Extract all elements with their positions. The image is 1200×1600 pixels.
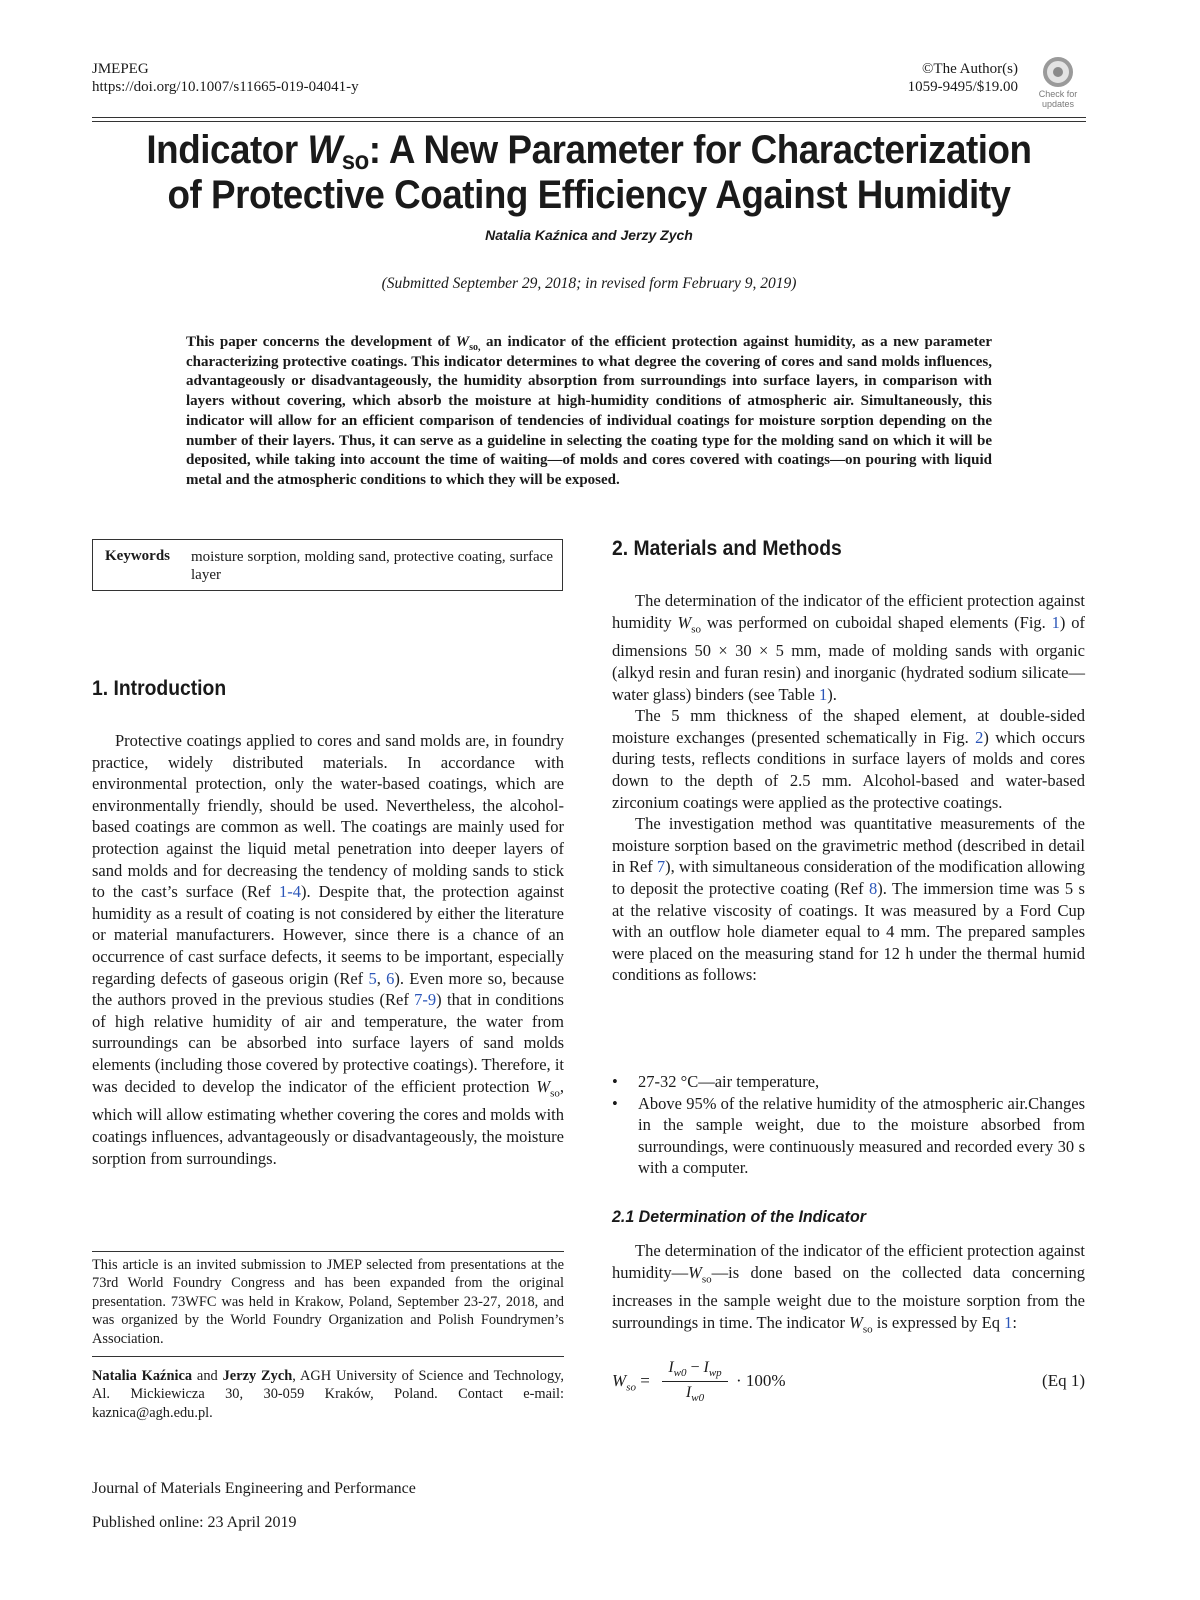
- indicator-text: The determination of the indicator of the efficient protection against $humidity—W_{so}—is$ done based on the collected data concerning increases in the sample weight due to the moisture sorption from the surroundings in time. The indicator $W_{so}$ is expressed by Eq 1:: [612, 1241, 1085, 1336]
- keywords-label: Keywords: [105, 548, 170, 564]
- publication-date: Published online: 23 April 2019: [92, 1514, 297, 1531]
- paper-title: Indicator $W_{so}$: A New Parameter for Characterization of Protective Coating Efficiency Against Humidity: [146, 128, 1032, 217]
- equation-fraction: $I_{w0} - I_{wp}$ $I_{w0}$: [662, 1359, 728, 1404]
- section-heading-introduction: 1. Introduction: [92, 677, 227, 700]
- header-rule-bottom: [92, 121, 1086, 122]
- journal-header-left: [92, 60, 359, 96]
- price-code: 1059-9495/$19.00: [907, 79, 1018, 95]
- section-heading-materials-methods: 2. Materials and Methods: [612, 537, 842, 560]
- list-item: • 27-32 °C—air temperature,: [612, 1071, 1085, 1093]
- author-affiliation: Natalia Kaźnica and Jerzy Zych, AGH University of Science and Technology, Al. Mickiewicza 30, 30-059 Kraków, Poland. Contact e-mail: kaznica@agh.edu.pl.: [92, 1368, 564, 1421]
- equation-link[interactable]: 1: [1004, 1313, 1013, 1333]
- keywords-text: moisture sorption, molding sand, protective coating, surface layer: [191, 549, 553, 583]
- author-line: Natalia Kaźnica and Jerzy Zych: [485, 227, 693, 243]
- footnote-rule: [92, 1251, 564, 1252]
- methods-text: The determination of the indicator of the efficient protection against humidity $W_{so}$ was performed on cuboidal shaped elements (Fig. 1) of dimensions 50 × 30 × 5 mm, made of molding sands with organic (alkyd resin and furan resin) and inorganic (hydrated sodium silicate—water glass) binders (see Table 1). The 5 mm thickness of the shaped element, at double-sided moisture exchanges (presented schematically in Fig. 2) which occurs during tests, reflects conditions in surface layers of molds and cores down to the depth of 2.5 mm. Alcohol-based and water-based zirconium coatings were applied as the protective coatings. The investigation method was quantitative measurements of the moisture sorption based on the gravimetric method (described in detail in Ref 7), with simultaneous consideration of the modification allowing to deposit the protective coating (Ref 8). The immersion time was 5 s at the relative viscosity of coatings. It was measured by a Ford Cup with an outflow hole diameter equal to 4 mm. The prepared samples were placed on the measuring stand for 12 h under the thermal humid conditions as follows:: [612, 591, 1085, 985]
- ref-link[interactable]: 7: [656, 857, 666, 877]
- journal-code: JMEPEG: [92, 61, 149, 77]
- badge-label: Check for updates: [1038, 89, 1078, 109]
- ref-link[interactable]: 8: [869, 879, 878, 899]
- equation-number: (Eq 1): [1042, 1371, 1085, 1390]
- copyright-notice: ©The Author(s): [922, 61, 1018, 77]
- footnote-rule: [92, 1356, 564, 1357]
- introduction-text: Protective coatings applied to cores and sand molds are, in foundry practice, widely distributed materials. In accordance with environmental protection, only the water-based coatings, which are environmentally friendly, should be used. Nevertheless, the alcohol-based coatings are common as well. The coatings are mainly used for protection against the liquid metal penetration into deeper layers of sand molds and for decreasing the tendency of molding sands to stick to the cast’s surface (Ref 1-4). Despite that, the protection against humidity as a result of coating is not considered by either the literature or material manufacturers. However, since there is a chance of an occurrence of cast surface defects, it seems to be important, especially regarding defects of gaseous origin (Ref 5, 6). Even more so, because the authors proved in the previous studies (Ref 7-9) that in conditions of high relative humidity of air and temperature, the water from surroundings can be absorbed into surface layers of sand molds elements (including those covered by protective coatings). Therefore, it was decided to develop the indicator of the efficient protection $W_{so}$, which will allow estimating whether covering the cores and molds with coatings influences, advantageously or disadvantageously, the moisture sorption from surroundings.: [92, 731, 565, 1168]
- conditions-list: [612, 1071, 1085, 1179]
- list-item: • Above 95% of the relative humidity of the atmospheric air.Changes in the sample weight, due to the moisture absorbed from surroundings, were continuously measured and recorded every 30 s with a computer.: [612, 1093, 1085, 1179]
- journal-header-right: [908, 60, 1018, 96]
- equation-1: [612, 1357, 1085, 1413]
- ref-link[interactable]: 5: [368, 968, 377, 988]
- submission-dates: (Submitted September 29, 2018; in revised form February 9, 2019): [381, 275, 797, 292]
- check-for-updates-badge[interactable]: [1030, 57, 1086, 115]
- subsection-heading-indicator: 2.1 Determination of the Indicator: [612, 1207, 866, 1226]
- header-rule-top: [92, 117, 1086, 118]
- check-updates-icon: [1043, 57, 1073, 87]
- ref-link[interactable]: 1-4: [278, 882, 301, 902]
- doi-link[interactable]: https://doi.org/10.1007/s11665-019-04041-y: [92, 79, 359, 95]
- ref-link[interactable]: 7-9: [414, 990, 437, 1010]
- equation-multiplier: · 100%: [736, 1371, 786, 1390]
- figure-link[interactable]: 2: [975, 727, 984, 747]
- figure-link[interactable]: 1: [1051, 612, 1060, 632]
- abstract: This paper concerns the development of $W_{so,}$ an indicator of the efficient protection against humidity, as a new parameter characterizing protective coatings. This indicator determines to what degree the covering of cores and sand molds influences, advantageously or disadvantageously, the humidity absorption from surroundings into surface layers, in comparison with layers without covering, which absorb the moisture at high-humidity conditions of atmospheric air. Simultaneously, this indicator will allow for an efficient comparison of tendencies of individual coatings for moisture sorption depending on the number of their layers. Thus, it can serve as a guideline in selecting the coating type for the molding sand on which it will be deposited, while taking into account the time of waiting—of molds and cores covered with coatings—on pouring with liquid metal and the atmospheric conditions to which they will be exposed.: [186, 334, 992, 488]
- journal-name: Journal of Materials Engineering and Performance: [92, 1480, 416, 1497]
- keywords-box: [92, 539, 563, 591]
- ref-link[interactable]: 6: [386, 968, 395, 988]
- table-link[interactable]: 1: [819, 684, 828, 704]
- equation-lhs: $W_{so}$ =: [612, 1371, 650, 1394]
- invited-submission-note: This article is an invited submission to JMEP selected from presentations at the 73rd World Foundry Congress and has been expanded from the original presentation. 73WFC was held in Krakow, Poland, September 23-27, 2018, and was organized by the World Foundry Organization and Polish Foundrymen’s Association.: [92, 1257, 564, 1347]
